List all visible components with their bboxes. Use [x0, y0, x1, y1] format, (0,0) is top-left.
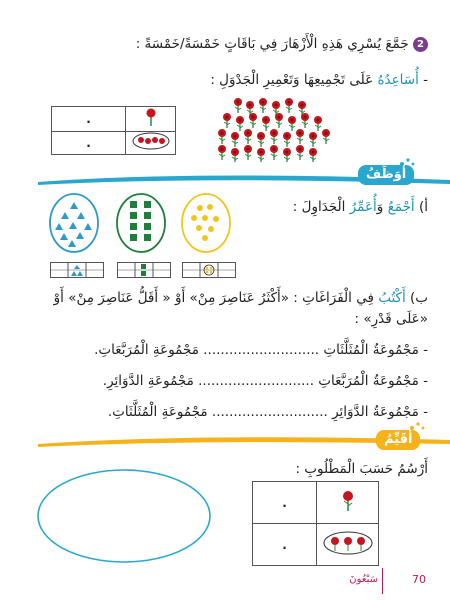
bouquet-icon [322, 531, 374, 555]
drawing-oval[interactable] [36, 468, 212, 564]
comparison-right: مَجْمُوعَةِ الدَّوَائِرِ. [102, 373, 194, 389]
exercise-number-badge: 2 [413, 37, 428, 52]
table-cell-flower [126, 107, 176, 132]
exercise-instruction-text: جَمَّعَ يُسْرِي هَذِهِ الْأَزْهَارَ فِي بَاقَاتٍ خَمْسَةً/خَمْسَةً : [135, 36, 409, 52]
exercise-instruction [28, 36, 428, 52]
help-instruction [28, 72, 428, 88]
comparison-right: مَجْمُوعَةِ الْمُثَلَّثَاتِ. [107, 404, 208, 420]
table-cell-empty[interactable]: . [253, 482, 317, 524]
part-b-text: فِي الْفَرَاغَاتِ : «أَكْثَرُ عَنَاصِرَ مِنْ» أَوْ « أَقَلُّ عَنَاصِرَ مِنْ» أَوْ [53, 290, 374, 306]
dash: - [423, 404, 428, 420]
squares-table[interactable] [117, 262, 171, 278]
part-b-verb: أَكْتُبُ [378, 290, 406, 306]
footer-divider [382, 568, 383, 594]
comparison-left: مَجْمُوعَةُ الدَّوَائِرِ [332, 404, 419, 420]
comparison-right: مَجْمُوعَةِ الْمُرَبَّعَاتِ. [94, 342, 199, 358]
table-cell-empty[interactable]: . [52, 107, 126, 132]
dash: - [423, 373, 428, 389]
flower-icon [144, 107, 158, 127]
part-a-verb-collect: أَجْمَعُ [387, 199, 415, 215]
table-cell-empty[interactable]: . [52, 132, 126, 155]
assess-instruction: أَرْسُمُ حَسَبَ الْمَطْلُوبِ : [295, 461, 428, 477]
flower-row [218, 98, 330, 162]
comparison-blank[interactable]: ........................... [198, 373, 314, 389]
help-verb: أُسَاعِدُهُ [377, 72, 419, 88]
flower-table-1 [51, 106, 176, 155]
table-cell-bouquet [126, 132, 176, 155]
part-a-verb-fill: أُعَمِّرُ [349, 199, 377, 215]
flower-icon [341, 490, 355, 512]
page-word: سَبْعُونَ [349, 574, 378, 585]
part-b-instruction-line2: «عَلَى قَدْرِ» : [354, 311, 428, 327]
triangles-set [48, 192, 100, 254]
squares-set [115, 192, 167, 254]
circles-table[interactable] [182, 262, 236, 278]
part-b-label: ب) [410, 290, 428, 306]
comparison-blank[interactable]: ........................... [203, 342, 320, 358]
comparison-line [18, 342, 428, 358]
triangles-table[interactable] [50, 262, 104, 278]
section-title-employ: أُوَظِّفُ [358, 165, 414, 185]
part-b-instruction-line1 [18, 290, 428, 306]
dash: - [423, 342, 428, 358]
comparison-left: مَجْمُوعَةُ الْمُرَبَّعَاتِ [318, 373, 419, 389]
comparison-line [18, 373, 428, 389]
comparison-blank[interactable]: ........................... [211, 404, 328, 420]
sparkle-icon [398, 156, 416, 170]
dash: - [423, 72, 428, 88]
table-cell-empty[interactable]: . [253, 524, 317, 566]
table-cell-flower [317, 482, 379, 524]
flowers-grid [214, 96, 340, 162]
comparison-line [18, 404, 428, 420]
part-a-instruction [228, 199, 428, 215]
part-a-rest: الْجَدَاوِلَ : [292, 199, 346, 215]
bouquet-icon [131, 132, 171, 150]
sparkle-icon [408, 420, 426, 434]
page-number: 70 [412, 573, 426, 586]
comparison-left: مَجْمُوعَةُ الْمُثَلَّثَاتِ [323, 342, 419, 358]
circles-set [180, 192, 232, 254]
part-a-label: أ) [418, 199, 428, 215]
flower-table-2 [252, 481, 379, 566]
table-cell-bouquet [317, 524, 379, 566]
help-text: عَلَى تَجْمِيعِهَا وَتَعْمِيرِ الْجَدْوَلِ : [210, 72, 374, 88]
part-a-and: وَ [376, 199, 384, 215]
section-title-assess: أُقَيِّمُ [376, 430, 420, 450]
